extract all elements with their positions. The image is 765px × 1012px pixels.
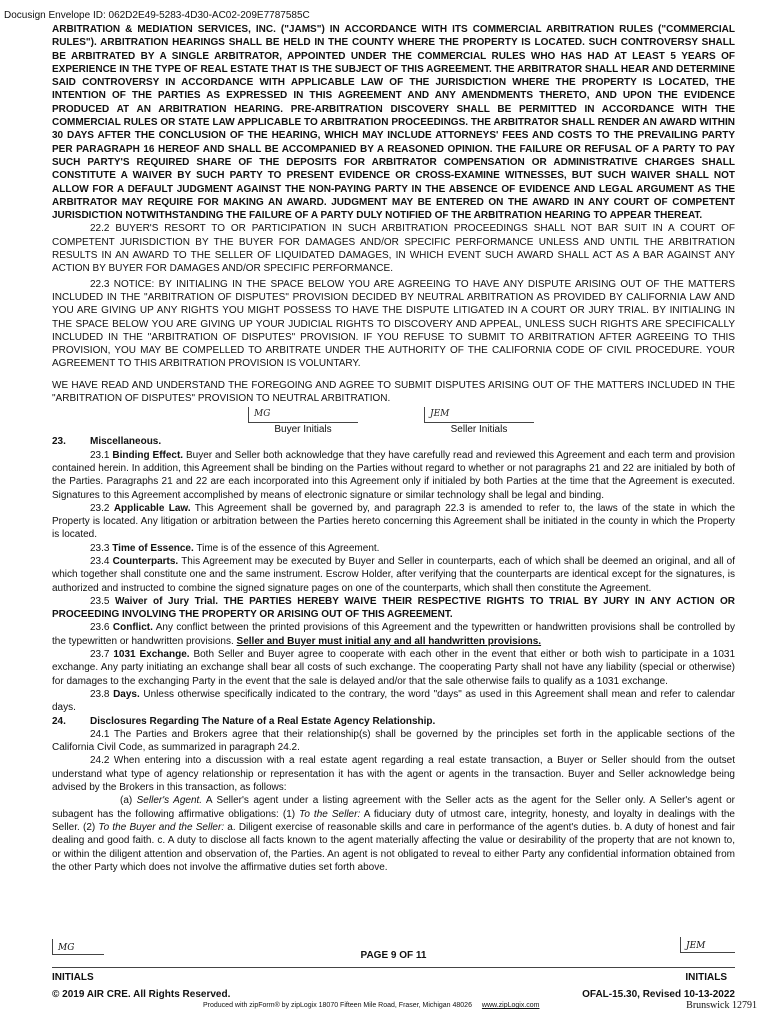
section-23-heading: 23. Miscellaneous.	[52, 436, 162, 448]
paragraph-22-3: 22.3 NOTICE: BY INITIALING IN THE SPACE BELOW YOU ARE AGREEING TO HAVE ANY DISPUTE ARISING OUT OF THE MATTERS INCLUDED IN THE "ARBITRATION OF DISPUTES" PROVISION DECIDED BY NEUTRAL ARBITRATION AS PROVIDED BY CALIFORNIA LAW AND YOU ARE GIVING UP ANY RIGHTS YOU MIGHT POSSESS TO HAVE THE DISPUTE LITIGATED IN A COURT OR JURY TRIAL. BY INITIALING IN THE SPACE BELOW YOU ARE GIVING UP YOUR JUDICIAL RIGHTS TO DISCOVERY AND APPEAL, UNLESS SUCH RIGHTS ARE SPECIFICALLY INCLUDED IN THE "ARBITRATION OF DISPUTES" PROVISION. IF YOU REFUSE TO SUBMIT TO ARBITRATION AFTER AGREEING TO THIS PROVISION, YOU MAY BE COMPELLED TO ARBITRATE UNDER THE AUTHORITY OF THE CALIFORNIA CODE OF CIVIL PROCEDURE. YOUR AGREEMENT TO THIS ARBITRATION PROVISION IS VOLUNTARY.	[52, 278, 735, 370]
section-23-8: 23.8 Days. Unless otherwise specifically indicated to the contrary, the word "days" as used in this Agreement shall mean and refer to calendar days.	[52, 688, 735, 714]
ziplogix-link[interactable]: www.zipLogix.com	[481, 1002, 540, 1009]
section-23-2: 23.2 Applicable Law. This Agreement shall be governed by, and paragraph 22.3 is amended to refer to, the laws of the state in which the Property is located. Any litigation or arbitration between the Parties hereto concerning this Agreement shall be initiated in the county in which the Property is located.	[52, 502, 736, 541]
footer-initials-labels	[52, 971, 735, 984]
copyright: © 2019 AIR CRE. All Rights Reserved.	[52, 989, 231, 1000]
section-23-4: 23.4 Counterparts. This Agreement may be executed by Buyer and Seller in counterparts, each of which shall be deemed an original, and all of which together shall constitute one and the same instrument. Escrow Holder, after verifying that the counterparts are identical except for the signatures, is authorized and instructed to combine the signed signature pages on one of the counterparts, which shall then constitute the Agreement.	[52, 555, 736, 594]
section-23-5: 23.5 Waiver of Jury Trial. THE PARTIES HEREBY WAIVE THEIR RESPECTIVE RIGHTS TO TRIAL BY JURY IN ANY ACTION OR PROCEEDING INVOLVING THE PROPERTY OR ARISING OUT OF THIS AGREEMENT.	[52, 595, 736, 621]
page-number: PAGE 9 OF 11	[360, 950, 427, 961]
section-23-6: 23.6 Conflict. Any conflict between the printed provisions of this Agreement and the typewritten or handwritten provisions shall be controlled by the typewritten or handwritten provisions. Seller and Buyer must initial any and all handwritten provisions.	[52, 622, 735, 647]
paragraph-22-2: 22.2 BUYER'S RESORT TO OR PARTICIPATION IN SUCH ARBITRATION PROCEEDINGS SHALL NOT BAR SUIT IN A COURT OF COMPETENT JURISDICTION BY THE BUYER FOR DAMAGES AND/OR SPECIFIC PERFORMANCE UNLESS AND UNTIL THE ARBITRATION RESULTS IN AN AWARD TO THE SELLER OF LIQUIDATED DAMAGES, IN WHICH EVENT SUCH AWARD SHALL ACT AS A BAR AGAINST ANY ACTION BY BUYER FOR DAMAGES AND/OR SPECIFIC PERFORMANCE.	[52, 223, 735, 275]
initials-label-right: INITIALS	[685, 972, 727, 983]
buyer-initials-field[interactable]	[248, 407, 358, 436]
section-23-1: 23.1 Binding Effect. Buyer and Seller both acknowledge that they have carefully read and reviewed this Agreement and each term and provision contained herein. In addition, this Agreement shall be binding on the Parties without regard to whether or not paragraphs 21 and 22 are initialed by both of the Parties. Paragraphs 21 and 22 are each incorporated into this Agreement only if initialed by both Parties at the time that the Agreement is executed. Signatures to this Agreement accomplished by means of electronic signature or similar technology shall be legal and binding.	[52, 449, 735, 501]
arbitration-initials-row	[52, 407, 735, 435]
section-24-2: 24.2 When entering into a discussion with a real estate agent regarding a real estate transaction, a Buyer or Seller should from the outset understand what type of agency relationship or representation it has with the agent or agents in the transaction. Buyer and Seller acknowledge being advised by the Brokers in this transaction, as follows:	[52, 755, 735, 794]
initials-label-left: INITIALS	[52, 972, 94, 983]
section-24-1: 24.1 The Parties and Brokers agree that their relationship(s) shall be governed by the principles set forth in the applicable sections of the California Civil Code, as summarized in paragraph 24.2.	[52, 728, 735, 754]
produced-with: Produced with zipForm® by zipLogix 18070 Fifteen Mile Road, Fraser, Michigan 48026 www.zipLogix.com	[203, 1002, 540, 1009]
buyer-initials-handwriting: MG	[254, 409, 271, 420]
page-content	[52, 23, 735, 874]
buyer-initials-label: Buyer Initials	[274, 424, 332, 436]
footer-initials-right-handwriting: JEM	[686, 941, 706, 951]
section-23-3: 23.3 Time of Essence. Time is of the essence of this Agreement.	[90, 542, 380, 554]
seller-initials-handwriting: JEM	[430, 409, 450, 420]
form-id: OFAL-15.30, Revised 10-13-2022	[582, 989, 735, 1000]
we-have-read-statement: WE HAVE READ AND UNDERSTAND THE FOREGOING AND AGREE TO SUBMIT DISPUTES ARISING OUT OF THE MATTERS INCLUDED IN THE "ARBITRATION OF DISPUTES" PROVISION TO NEUTRAL ARBITRATION.	[52, 379, 735, 405]
section-23-7: 23.7 1031 Exchange. Both Seller and Buyer agree to cooperate with each other in the event that either or both wish to participate in a 1031 exchange. Any party initiating an exchange shall bear all costs of such exchange. The cooperating Party shall not have any liability (special or otherwise) for damages to the exchanging Party in the event that the sale is delayed and/or that the sale otherwise fails to qualify as a 1031 exchange.	[52, 649, 736, 687]
arbitration-clause: ARBITRATION & MEDIATION SERVICES, INC. ("JAMS") IN ACCORDANCE WITH ITS COMMERCIAL ARBITRATION RULES ("COMMERCIAL RULES"). ARBITRATION HEARINGS SHALL BE HELD IN THE COUNTY WHERE THE PROPERTY IS LOCATED. SUCH CONTROVERSY SHALL BE ARBITRATED BY A SINGLE ARBITRATOR, APPOINTED UNDER THE COMMERCIAL RULES WHO HAS HAD AT LEAST 5 YEARS OF EXPERIENCE IN THE TYPE OF REAL ESTATE THAT IS THE SUBJECT OF THIS AGREEMENT. THE ARBITRATOR SHALL HEAR AND DETERMINE SAID CONTROVERSY IN ACCORDANCE WITH APPLICABLE LAW OF THE JURISDICTION WHERE THE PROPERTY IS LOCATED, THE INTENTION OF THE PARTIES AS EXPRESSED IN THIS AGREEMENT AND ANY AMENDMENTS THERETO, AND UPON THE EVIDENCE PRODUCED AT AN ARBITRATION HEARING. PRE-ARBITRATION DISCOVERY SHALL BE PERMITTED IN ACCORDANCE WITH THE COMMERCIAL RULES OR STATE LAW APPLICABLE TO ARBITRATION PROCEEDINGS. THE ARBITRATOR SHALL RENDER AN AWARD WITHIN 30 DAYS AFTER THE CONCLUSION OF THE HEARING, WHICH MAY INCLUDE ATTORNEYS' FEES AND COSTS TO THE PREVAILING PARTY PER PARAGRAPH 16 HEREOF AND SHALL BE ACCOMPANIED BY A REASONED OPINION. THE FAILURE OR REFUSAL OF A PARTY TO PAY SUCH PARTY'S REQUIRED SHARE OF THE DEPOSITS FOR ARBITRATOR COMPENSATION OR ADMINISTRATIVE CHARGES SHALL CONSTITUTE A WAIVER BY SUCH PARTY TO PRESENT EVIDENCE OR CROSS-EXAMINE WITNESSES, BUT SUCH WAIVER SHALL NOT ALLOW FOR A DEFAULT JUDGMENT AGAINST THE NON-PAYING PARTY IN THE ABSENCE OF EVIDENCE AND LEGAL ARGUMENT AS THE ARBITRATOR MAY REQUIRE FOR MAKING AN AWARD. JUDGMENT MAY BE ENTERED ON THE AWARD IN ANY COURT OF COMPETENT JURISDICTION NOTWITHSTANDING THE FAILURE OF A PARTY DULY NOTIFIED OF THE ARBITRATION HEARING TO APPEAR THEREAT.	[52, 24, 735, 222]
envelope-id: Docusign Envelope ID: 062D2E49-5283-4D30-AC02-209E7787585C	[4, 10, 310, 21]
section-24-2-a: (a) Seller's Agent. A Seller's agent under a listing agreement with the Seller acts as the agent for the Seller only. A Seller's agent or subagent has the following affirmative obligations: (1) To the Seller: A fiduciary duty of utmost care, integrity, honesty, and loyalty in dealings with the Seller. (2) To the Buyer and the Seller: a. Diligent exercise of reasonable skills and care in performance of the agent's duties. b. A duty of honest and fair dealing and good faith. c. A duty to disclose all facts known to the agent materially affecting the value or desirability of the property that are not known to, or within the diligent attention and observation of, the Parties. An agent is not obligated to reveal to either Party any confidential information obtained from the other Party which does not involve the affirmative duties set forth above.	[52, 795, 736, 873]
section-24-heading: 24. Disclosures Regarding The Nature of a Real Estate Agency Relationship.	[52, 715, 436, 727]
brunswick-label: Brunswick 12791	[686, 1000, 757, 1011]
footer-rule	[52, 967, 735, 968]
seller-initials-label: Seller Initials	[450, 424, 508, 436]
footer-initials-right-field[interactable]	[680, 937, 735, 953]
footer-initials-left-handwriting: MG	[58, 943, 75, 953]
footer-copyright-row	[52, 988, 735, 1001]
seller-initials-field[interactable]	[424, 407, 534, 436]
